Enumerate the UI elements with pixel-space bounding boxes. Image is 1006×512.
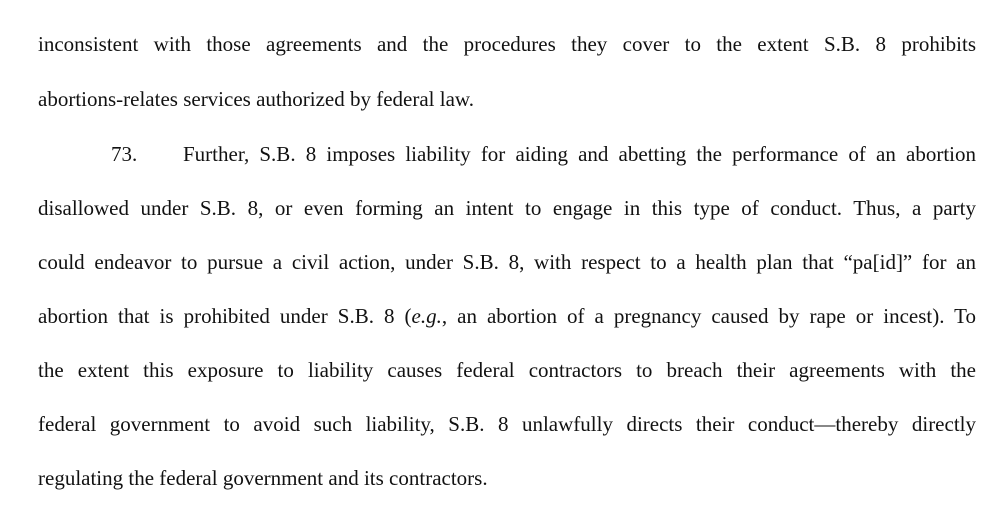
text-line: abortions-relates services authorized by federal law. — [38, 87, 474, 111]
paragraph-line: could endeavor to pursue a civil action, under S.B. 8, with respect to a health plan that “pa[id]” for an — [38, 250, 976, 274]
text-segment: , an abortion of a pregnancy caused by rape or incest). To — [441, 304, 976, 328]
paragraph-line: the extent this exposure to liability causes federal contractors to breach their agreements with the — [38, 358, 976, 382]
italic-citation: e.g. — [411, 304, 442, 328]
paragraph-number: 73. — [111, 142, 138, 166]
paragraph-line: regulating the federal government and its contractors. — [38, 466, 488, 490]
paragraph-line: Further, S.B. 8 imposes liability for aiding and abetting the performance of an abortion — [183, 142, 976, 166]
paragraph-line: disallowed under S.B. 8, or even forming an intent to engage in this type of conduct. Thus, a party — [38, 196, 976, 220]
paragraph-line — [38, 301, 976, 331]
text-segment: abortion that is prohibited under S.B. 8 ( — [38, 304, 412, 328]
paragraph-line: federal government to avoid such liability, S.B. 8 unlawfully directs their conduct—thereby directly — [38, 412, 976, 436]
text-line: inconsistent with those agreements and the procedures they cover to the extent S.B. 8 prohibits — [38, 32, 976, 56]
